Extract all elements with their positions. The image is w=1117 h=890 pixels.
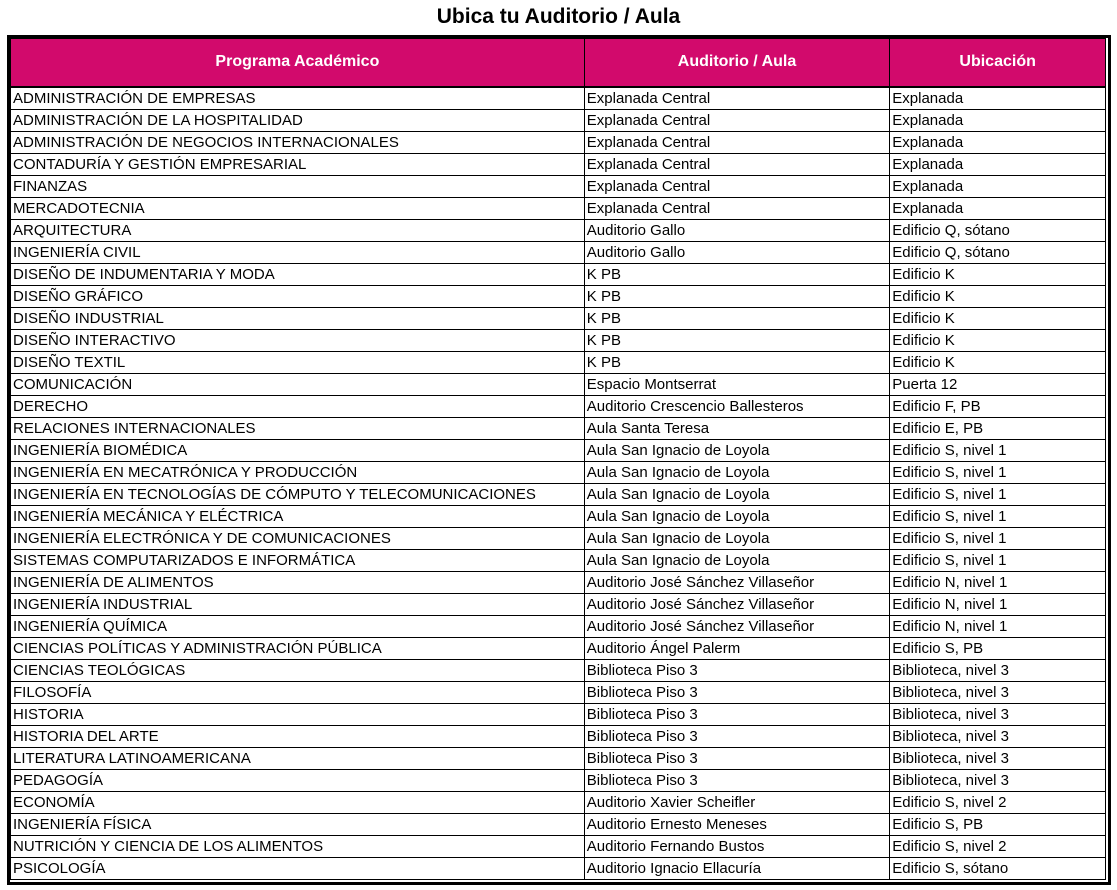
cell-ubicacion: Edificio S, nivel 1 (890, 439, 1106, 461)
auditorio-table (10, 38, 1106, 880)
cell-programa-academico: NUTRICIÓN Y CIENCIA DE LOS ALIMENTOS (11, 835, 585, 857)
cell-programa-academico: HISTORIA (11, 703, 585, 725)
table-row (11, 263, 1106, 285)
cell-ubicacion: Edificio S, nivel 2 (890, 835, 1106, 857)
cell-ubicacion: Biblioteca, nivel 3 (890, 681, 1106, 703)
cell-auditorio-aula: Auditorio José Sánchez Villaseñor (584, 593, 890, 615)
cell-programa-academico: INGENIERÍA ELECTRÓNICA Y DE COMUNICACIONES (11, 527, 585, 549)
cell-programa-academico: ARQUITECTURA (11, 219, 585, 241)
table-row (11, 373, 1106, 395)
cell-programa-academico: ADMINISTRACIÓN DE LA HOSPITALIDAD (11, 109, 585, 131)
table-row (11, 285, 1106, 307)
table-row (11, 153, 1106, 175)
cell-ubicacion: Biblioteca, nivel 3 (890, 769, 1106, 791)
cell-programa-academico: CONTADURÍA Y GESTIÓN EMPRESARIAL (11, 153, 585, 175)
table-row (11, 747, 1106, 769)
cell-auditorio-aula: Biblioteca Piso 3 (584, 681, 890, 703)
table-row (11, 857, 1106, 879)
table-body (11, 87, 1106, 880)
cell-programa-academico: PSICOLOGÍA (11, 857, 585, 879)
cell-auditorio-aula: Aula San Ignacio de Loyola (584, 505, 890, 527)
cell-ubicacion: Explanada (890, 109, 1106, 131)
table-row (11, 395, 1106, 417)
cell-programa-academico: INGENIERÍA QUÍMICA (11, 615, 585, 637)
table-row (11, 329, 1106, 351)
cell-auditorio-aula: Auditorio Fernando Bustos (584, 835, 890, 857)
cell-programa-academico: ADMINISTRACIÓN DE EMPRESAS (11, 87, 585, 110)
cell-programa-academico: INGENIERÍA FÍSICA (11, 813, 585, 835)
cell-auditorio-aula: K PB (584, 351, 890, 373)
cell-auditorio-aula: Auditorio Xavier Scheifler (584, 791, 890, 813)
cell-auditorio-aula: Biblioteca Piso 3 (584, 659, 890, 681)
cell-ubicacion: Edificio Q, sótano (890, 219, 1106, 241)
cell-programa-academico: CIENCIAS TEOLÓGICAS (11, 659, 585, 681)
table-row (11, 681, 1106, 703)
cell-ubicacion: Explanada (890, 87, 1106, 110)
cell-ubicacion: Edificio S, nivel 1 (890, 505, 1106, 527)
cell-auditorio-aula: Biblioteca Piso 3 (584, 703, 890, 725)
table-row (11, 505, 1106, 527)
cell-ubicacion: Edificio K (890, 307, 1106, 329)
cell-programa-academico: DISEÑO INTERACTIVO (11, 329, 585, 351)
table-row (11, 417, 1106, 439)
cell-programa-academico: COMUNICACIÓN (11, 373, 585, 395)
cell-ubicacion: Explanada (890, 153, 1106, 175)
cell-ubicacion: Edificio E, PB (890, 417, 1106, 439)
cell-programa-academico: INGENIERÍA INDUSTRIAL (11, 593, 585, 615)
cell-programa-academico: CIENCIAS POLÍTICAS Y ADMINISTRACIÓN PÚBLICA (11, 637, 585, 659)
cell-ubicacion: Edificio S, nivel 1 (890, 461, 1106, 483)
cell-auditorio-aula: Aula San Ignacio de Loyola (584, 483, 890, 505)
table-row (11, 593, 1106, 615)
cell-programa-academico: DERECHO (11, 395, 585, 417)
cell-auditorio-aula: Explanada Central (584, 153, 890, 175)
cell-programa-academico: DISEÑO GRÁFICO (11, 285, 585, 307)
cell-ubicacion: Edificio S, nivel 1 (890, 527, 1106, 549)
table-row (11, 87, 1106, 110)
table-row (11, 791, 1106, 813)
header-row (11, 39, 1106, 87)
cell-ubicacion: Edificio S, PB (890, 813, 1106, 835)
cell-programa-academico: DISEÑO DE INDUMENTARIA Y MODA (11, 263, 585, 285)
cell-programa-academico: SISTEMAS COMPUTARIZADOS E INFORMÁTICA (11, 549, 585, 571)
table-row (11, 461, 1106, 483)
cell-programa-academico: MERCADOTECNIA (11, 197, 585, 219)
table-row (11, 109, 1106, 131)
cell-ubicacion: Edificio K (890, 329, 1106, 351)
table-row (11, 307, 1106, 329)
cell-programa-academico: FINANZAS (11, 175, 585, 197)
cell-ubicacion: Edificio S, sótano (890, 857, 1106, 879)
table-row (11, 703, 1106, 725)
cell-auditorio-aula: Biblioteca Piso 3 (584, 747, 890, 769)
cell-programa-academico: INGENIERÍA EN MECATRÓNICA Y PRODUCCIÓN (11, 461, 585, 483)
cell-auditorio-aula: K PB (584, 329, 890, 351)
cell-ubicacion: Explanada (890, 131, 1106, 153)
cell-programa-academico: ADMINISTRACIÓN DE NEGOCIOS INTERNACIONALES (11, 131, 585, 153)
cell-auditorio-aula: Auditorio Gallo (584, 241, 890, 263)
cell-programa-academico: INGENIERÍA EN TECNOLOGÍAS DE CÓMPUTO Y TELECOMUNICACIONES (11, 483, 585, 505)
cell-auditorio-aula: Explanada Central (584, 131, 890, 153)
cell-programa-academico: PEDAGOGÍA (11, 769, 585, 791)
cell-ubicacion: Edificio S, nivel 1 (890, 549, 1106, 571)
cell-programa-academico: ECONOMÍA (11, 791, 585, 813)
cell-auditorio-aula: Aula Santa Teresa (584, 417, 890, 439)
cell-ubicacion: Edificio S, PB (890, 637, 1106, 659)
cell-ubicacion: Explanada (890, 197, 1106, 219)
cell-ubicacion: Edificio K (890, 351, 1106, 373)
cell-programa-academico: INGENIERÍA BIOMÉDICA (11, 439, 585, 461)
cell-auditorio-aula: Aula San Ignacio de Loyola (584, 527, 890, 549)
cell-auditorio-aula: Auditorio Ignacio Ellacuría (584, 857, 890, 879)
cell-programa-academico: LITERATURA LATINOAMERICANA (11, 747, 585, 769)
cell-auditorio-aula: Auditorio Gallo (584, 219, 890, 241)
cell-auditorio-aula: Auditorio Ernesto Meneses (584, 813, 890, 835)
cell-ubicacion: Edificio Q, sótano (890, 241, 1106, 263)
cell-ubicacion: Edificio S, nivel 1 (890, 483, 1106, 505)
page-title: Ubica tu Auditorio / Aula (436, 5, 681, 28)
table-row (11, 615, 1106, 637)
cell-ubicacion: Explanada (890, 175, 1106, 197)
cell-programa-academico: DISEÑO TEXTIL (11, 351, 585, 373)
cell-auditorio-aula: Auditorio José Sánchez Villaseñor (584, 571, 890, 593)
cell-auditorio-aula: Aula San Ignacio de Loyola (584, 439, 890, 461)
cell-ubicacion: Biblioteca, nivel 3 (890, 747, 1106, 769)
cell-auditorio-aula: Explanada Central (584, 87, 890, 110)
cell-ubicacion: Edificio N, nivel 1 (890, 615, 1106, 637)
column-header-auditorio-aula: Auditorio / Aula (584, 39, 890, 87)
table-row (11, 725, 1106, 747)
cell-auditorio-aula: Aula San Ignacio de Loyola (584, 461, 890, 483)
cell-auditorio-aula: Auditorio José Sánchez Villaseñor (584, 615, 890, 637)
table-row (11, 835, 1106, 857)
cell-ubicacion: Edificio F, PB (890, 395, 1106, 417)
table-row (11, 549, 1106, 571)
cell-programa-academico: FILOSOFÍA (11, 681, 585, 703)
cell-programa-academico: RELACIONES INTERNACIONALES (11, 417, 585, 439)
table-row (11, 175, 1106, 197)
cell-auditorio-aula: K PB (584, 307, 890, 329)
column-header-programa-academico: Programa Académico (11, 39, 585, 87)
cell-auditorio-aula: Explanada Central (584, 175, 890, 197)
table-row (11, 197, 1106, 219)
cell-auditorio-aula: Auditorio Ángel Palerm (584, 637, 890, 659)
table-row (11, 483, 1106, 505)
cell-ubicacion: Edificio K (890, 263, 1106, 285)
table-row (11, 813, 1106, 835)
cell-auditorio-aula: Explanada Central (584, 109, 890, 131)
cell-programa-academico: INGENIERÍA MECÁNICA Y ELÉCTRICA (11, 505, 585, 527)
cell-ubicacion: Edificio S, nivel 2 (890, 791, 1106, 813)
table-row (11, 637, 1106, 659)
table-row (11, 659, 1106, 681)
column-header-ubicacion: Ubicación (890, 39, 1106, 87)
table-row (11, 571, 1106, 593)
table-row (11, 219, 1106, 241)
cell-ubicacion: Edificio N, nivel 1 (890, 571, 1106, 593)
table-row (11, 241, 1106, 263)
cell-programa-academico: DISEÑO INDUSTRIAL (11, 307, 585, 329)
cell-auditorio-aula: Biblioteca Piso 3 (584, 769, 890, 791)
table-row (11, 769, 1106, 791)
cell-ubicacion: Biblioteca, nivel 3 (890, 725, 1106, 747)
cell-programa-academico: INGENIERÍA CIVIL (11, 241, 585, 263)
table-row (11, 439, 1106, 461)
cell-ubicacion: Biblioteca, nivel 3 (890, 703, 1106, 725)
auditorio-table-frame (7, 35, 1111, 885)
table-row (11, 527, 1106, 549)
cell-programa-academico: INGENIERÍA DE ALIMENTOS (11, 571, 585, 593)
cell-auditorio-aula: Auditorio Crescencio Ballesteros (584, 395, 890, 417)
cell-ubicacion: Puerta 12 (890, 373, 1106, 395)
table-row (11, 131, 1106, 153)
cell-programa-academico: HISTORIA DEL ARTE (11, 725, 585, 747)
cell-ubicacion: Edificio K (890, 285, 1106, 307)
cell-ubicacion: Edificio N, nivel 1 (890, 593, 1106, 615)
cell-auditorio-aula: Espacio Montserrat (584, 373, 890, 395)
table-header (11, 39, 1106, 87)
cell-auditorio-aula: Aula San Ignacio de Loyola (584, 549, 890, 571)
cell-auditorio-aula: Explanada Central (584, 197, 890, 219)
table-row (11, 351, 1106, 373)
cell-auditorio-aula: Biblioteca Piso 3 (584, 725, 890, 747)
cell-auditorio-aula: K PB (584, 285, 890, 307)
cell-ubicacion: Biblioteca, nivel 3 (890, 659, 1106, 681)
cell-auditorio-aula: K PB (584, 263, 890, 285)
